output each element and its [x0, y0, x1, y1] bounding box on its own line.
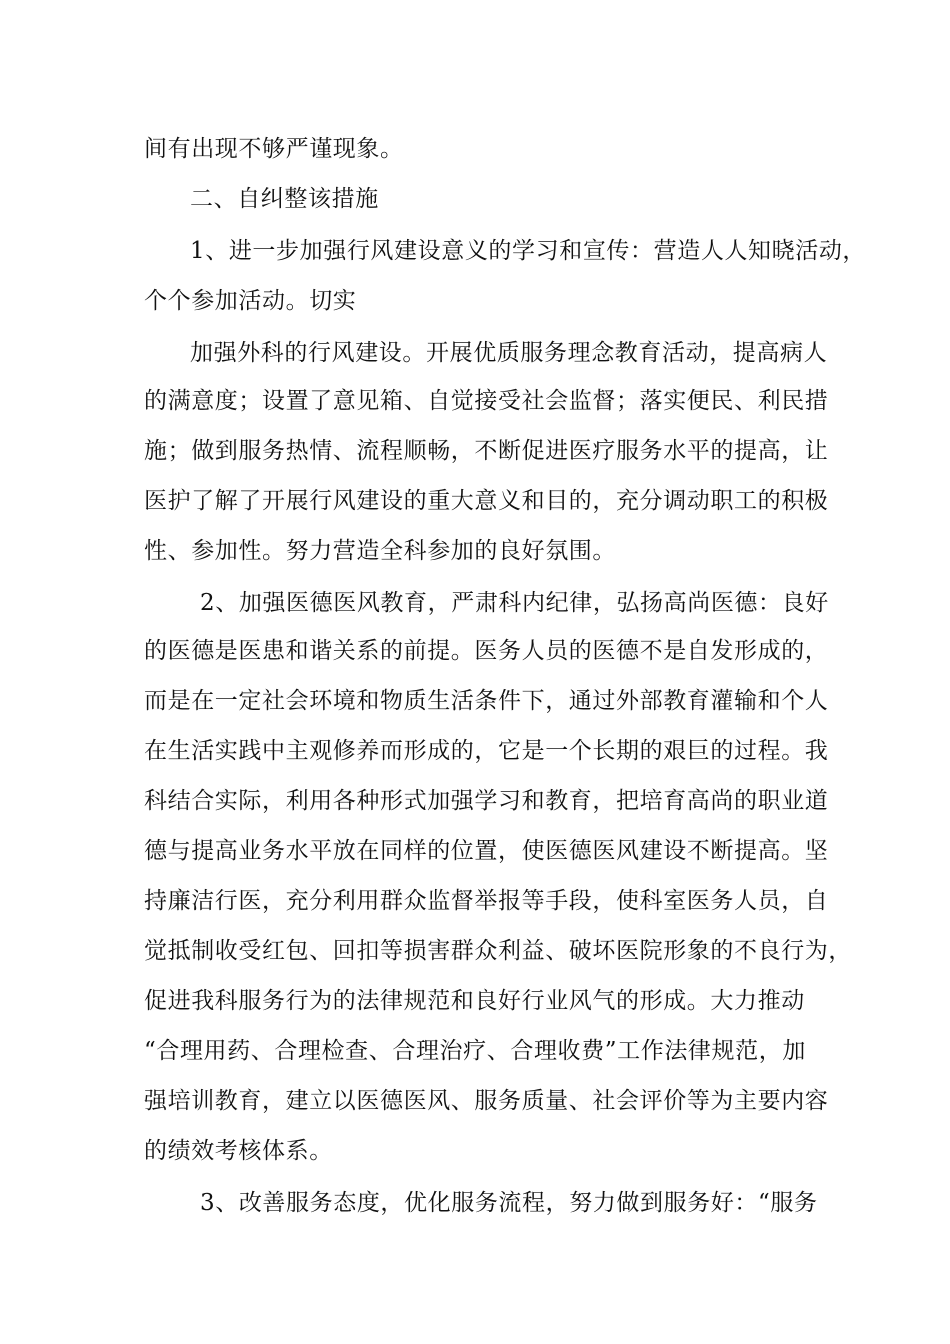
text-line-3: 1、进一步加强行风建设意义的学习和宣传：营造人人知晓活动， — [190, 238, 867, 264]
text-line-10: 2、加强医德医风教育，严肃科内纪律，弘扬高尚医德：良好 — [200, 590, 829, 616]
text-line-5: 加强外科的行风建设。开展优质服务理念教育活动，提高病人 — [190, 340, 828, 366]
text-line-7: 施；做到服务热情、流程顺畅，不断促进医疗服务水平的提高，让 — [144, 438, 829, 464]
text-line-8: 医护了解了开展行风建设的重大意义和目的，充分调动职工的积极 — [144, 488, 829, 514]
text-line-19: “合理用药、合理检查、合理治疗、合理收费”工作法律规范，加 — [144, 1038, 806, 1064]
text-line-13: 在生活实践中主观修养而形成的，它是一个长期的艰巨的过程。我 — [144, 738, 829, 764]
text-line-21: 的绩效考核体系。 — [144, 1138, 333, 1164]
text-line-16: 持廉洁行医，充分利用群众监督举报等手段，使科室医务人员，自 — [144, 888, 829, 914]
text-line-18: 促进我科服务行为的法律规范和良好行业风气的形成。大力推动 — [144, 988, 805, 1014]
text-line-12: 而是在一定社会环境和物质生活条件下，通过外部教育灌输和个人 — [144, 688, 829, 714]
section-heading: 二、自纠整该措施 — [190, 186, 379, 212]
text-line-15: 德与提高业务水平放在同样的位置，使医德医风建设不断提高。坚 — [144, 838, 829, 864]
text-line-20: 强培训教育，建立以医德医风、服务质量、社会评价等为主要内容 — [144, 1088, 829, 1114]
text-line-11: 的医德是医患和谐关系的前提。医务人员的医德不是自发形成的， — [144, 638, 829, 664]
text-line-4: 个个参加活动。切实 — [144, 288, 357, 314]
text-line-14: 科结合实际，利用各种形式加强学习和教育，把培育高尚的职业道 — [144, 788, 829, 814]
text-line-9: 性、参加性。努力营造全科参加的良好氛围。 — [144, 538, 616, 564]
text-line-1: 间有出现不够严谨现象。 — [144, 136, 404, 162]
text-line-22: 3、改善服务态度，优化服务流程，努力做到服务好：“服务 — [200, 1190, 818, 1216]
text-line-6: 的满意度；设置了意见箱、自觉接受社会监督；落实便民、利民措 — [144, 388, 829, 414]
text-line-17: 觉抵制收受红包、回扣等损害群众利益、破坏医院形象的不良行为， — [144, 938, 852, 964]
